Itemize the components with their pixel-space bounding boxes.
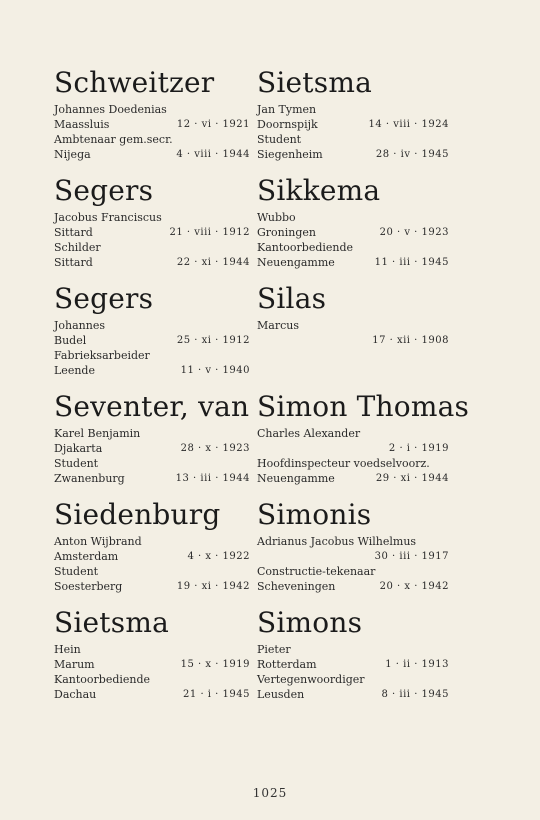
line-text: Kantoorbediende <box>54 673 151 686</box>
entry-line <box>257 657 449 672</box>
entry-line <box>54 549 250 564</box>
entry-line <box>257 549 449 564</box>
surname: Sietsma <box>54 606 169 639</box>
entry-line <box>257 363 449 378</box>
line-text: Ambtenaar gem.secr. <box>54 133 173 146</box>
entry-line <box>257 318 449 333</box>
entry-line <box>54 534 250 549</box>
entry-line <box>54 672 250 687</box>
name-entry <box>54 174 250 282</box>
entry-line <box>257 348 449 363</box>
surname: Simonis <box>257 498 372 531</box>
name-entry <box>54 282 250 390</box>
line-date: 8 · iii · 1945 <box>381 689 449 700</box>
entry-line <box>257 225 449 240</box>
line-text: Johannes Doedenias <box>54 103 167 116</box>
line-text: Amsterdam <box>54 550 119 563</box>
line-date: 12 · vi · 1921 <box>176 119 250 130</box>
entry-line <box>257 672 449 687</box>
name-entry <box>54 498 250 606</box>
entry-line <box>257 426 449 441</box>
surname: Seventer, van <box>54 390 250 423</box>
name-entry <box>257 390 470 498</box>
entry-line <box>257 534 449 549</box>
name-entry <box>257 174 449 282</box>
line-text: Constructie-tekenaar <box>257 565 376 578</box>
entry-line <box>54 363 250 378</box>
entry-line <box>257 564 449 579</box>
entry-line <box>54 147 250 162</box>
right-column <box>257 66 470 714</box>
entry-line <box>257 579 449 594</box>
line-text: Fabrieksarbeider <box>54 349 150 362</box>
name-entry <box>257 282 449 390</box>
entry-line <box>257 240 449 255</box>
line-text: Maassluis <box>54 118 110 131</box>
line-date: 29 · xi · 1944 <box>375 473 449 484</box>
entry-line <box>54 471 250 486</box>
line-text: Nijega <box>54 148 91 161</box>
entry-line <box>54 240 250 255</box>
entry-line <box>257 642 449 657</box>
entry-line <box>257 210 449 225</box>
line-date: 11 · v · 1940 <box>180 365 250 376</box>
line-text: Doornspijk <box>257 118 318 131</box>
surname: Sietsma <box>257 66 372 99</box>
line-text: Sittard <box>54 256 93 269</box>
left-column <box>54 66 250 714</box>
line-text: Schilder <box>54 241 101 254</box>
entry-line <box>257 147 449 162</box>
line-text: Leusden <box>257 688 305 701</box>
entry-line <box>257 687 449 702</box>
surname: Simon Thomas <box>257 390 470 423</box>
surname: Silas <box>257 282 327 315</box>
line-text: Djakarta <box>54 442 103 455</box>
entry-line <box>54 117 250 132</box>
line-text: Wubbo <box>257 211 296 224</box>
line-text: Sittard <box>54 226 93 239</box>
line-text: Zwanenburg <box>54 472 125 485</box>
line-date: 11 · iii · 1945 <box>374 257 449 268</box>
surname: Sikkema <box>257 174 381 207</box>
line-text: Adrianus Jacobus Wilhelmus <box>257 535 417 548</box>
entry-line <box>54 333 250 348</box>
name-entry <box>54 606 250 714</box>
line-date: 21 · i · 1945 <box>183 689 250 700</box>
entry-line <box>54 132 250 147</box>
line-text: Marum <box>54 658 95 671</box>
name-entry <box>54 390 250 498</box>
entry-line <box>54 255 250 270</box>
line-text: Soesterberg <box>54 580 123 593</box>
line-date: 4 · viii · 1944 <box>176 149 250 160</box>
line-text: Student <box>257 133 302 146</box>
line-text: Student <box>54 457 99 470</box>
surname: Simons <box>257 606 363 639</box>
line-date: 28 · iv · 1945 <box>375 149 449 160</box>
line-text: Hein <box>54 643 81 656</box>
name-entry <box>257 498 449 606</box>
surname: Schweitzer <box>54 66 215 99</box>
line-text: Siegenheim <box>257 148 323 161</box>
entry-line <box>54 642 250 657</box>
line-text: Scheveningen <box>257 580 336 593</box>
surname: Segers <box>54 282 154 315</box>
line-text: Leende <box>54 364 95 377</box>
line-text: Vertegenwoordiger <box>257 673 365 686</box>
line-text: Neuengamme <box>257 472 335 485</box>
entry-line <box>54 441 250 456</box>
line-text: Jan Tymen <box>257 103 317 116</box>
line-text: Jacobus Franciscus <box>54 211 162 224</box>
line-text: Rotterdam <box>257 658 317 671</box>
line-text: Hoofdinspecteur voedselvoorz. <box>257 457 430 470</box>
entry-line <box>54 348 250 363</box>
entry-line <box>257 441 449 456</box>
entry-line <box>54 456 250 471</box>
line-text: Budel <box>54 334 87 347</box>
line-text: Anton Wijbrand <box>54 535 142 548</box>
entry-line <box>257 456 449 471</box>
entry-line <box>54 210 250 225</box>
entry-line <box>257 132 449 147</box>
line-text: Johannes <box>54 319 105 332</box>
entry-line <box>54 579 250 594</box>
line-text: Neuengamme <box>257 256 335 269</box>
entry-line <box>257 333 449 348</box>
surname: Segers <box>54 174 154 207</box>
line-date: 17 · xii · 1908 <box>372 335 449 346</box>
line-date: 21 · viii · 1912 <box>169 227 250 238</box>
line-date: 13 · iii · 1944 <box>175 473 250 484</box>
entry-line <box>257 471 449 486</box>
line-text: Karel Benjamin <box>54 427 141 440</box>
name-entry <box>257 66 449 174</box>
line-text: Groningen <box>257 226 316 239</box>
line-date: 15 · x · 1919 <box>180 659 250 670</box>
line-text: Student <box>54 565 99 578</box>
line-date: 2 · i · 1919 <box>388 443 449 454</box>
line-text: Charles Alexander <box>257 427 361 440</box>
line-date: 14 · viii · 1924 <box>368 119 449 130</box>
entry-line <box>54 318 250 333</box>
entry-line <box>54 426 250 441</box>
line-date: 1 · ii · 1913 <box>385 659 449 670</box>
entry-line <box>257 255 449 270</box>
line-date: 19 · xi · 1942 <box>176 581 250 592</box>
entry-line <box>257 102 449 117</box>
name-entry <box>54 66 250 174</box>
entry-line <box>54 564 250 579</box>
page-number: 1025 <box>252 786 288 800</box>
entry-line <box>257 117 449 132</box>
line-date: 28 · x · 1923 <box>180 443 250 454</box>
name-entry <box>257 606 449 714</box>
line-date: 30 · iii · 1917 <box>374 551 449 562</box>
line-text: Marcus <box>257 319 299 332</box>
line-date: 22 · xi · 1944 <box>176 257 250 268</box>
line-date: 4 · x · 1922 <box>187 551 250 562</box>
surname: Siedenburg <box>54 498 221 531</box>
entry-line <box>54 225 250 240</box>
line-text: Dachau <box>54 688 97 701</box>
line-text: Kantoorbediende <box>257 241 354 254</box>
line-date: 20 · x · 1942 <box>379 581 449 592</box>
line-text: Pieter <box>257 643 291 656</box>
entry-line <box>54 657 250 672</box>
entry-line <box>54 687 250 702</box>
line-date: 25 · xi · 1912 <box>176 335 250 346</box>
line-date: 20 · v · 1923 <box>379 227 449 238</box>
entry-line <box>54 102 250 117</box>
